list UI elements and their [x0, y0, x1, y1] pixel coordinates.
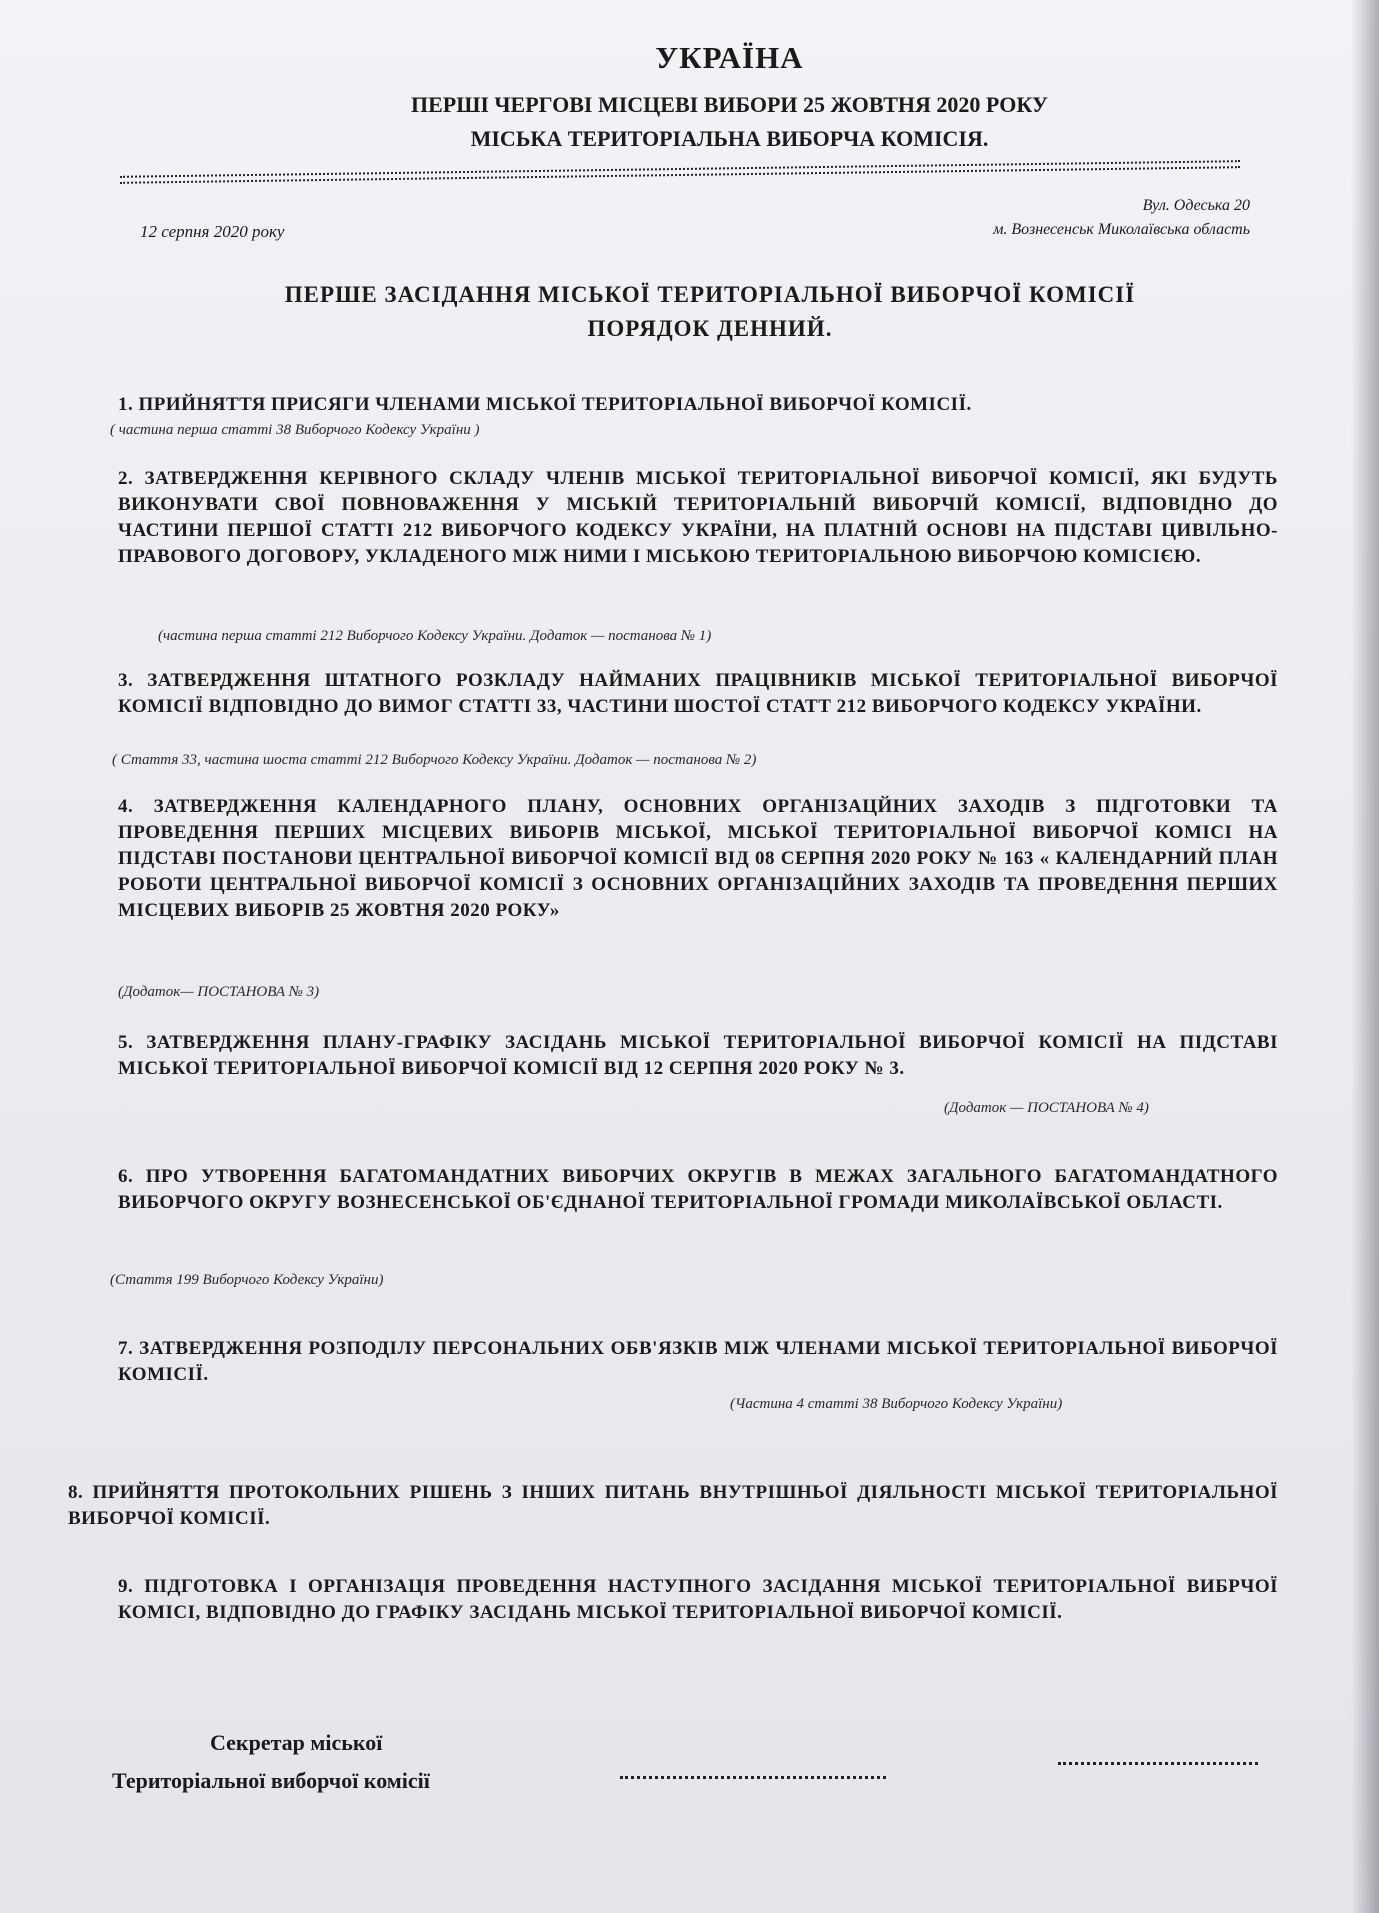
agenda-item-2: 2. ЗАТВЕРДЖЕННЯ КЕРІВНОГО СКЛАДУ ЧЛЕНІВ МІСЬКОЇ ТЕРИТОРІАЛЬНОЇ ВИБОРЧОЇ КОМІСІЇ, ЯКІ БУДУТЬ ВИКОНУВАТИ СВОЇ ПОВНОВАЖЕННЯ У МІСЬКІЙ ТЕРИТОРІАЛЬНІЙ ВИБОРЧІЙ КОМІСІЇ, ВІДПОВІДНО ДО ЧАСТИНИ ПЕРШОЇ СТАТТІ 212 ВИБОРЧОГО КОДЕКСУ УКРАЇНИ, НА ПЛАТНІЙ ОСНОВІ НА ПІДСТАВІ ЦИВІЛЬНО-ПРАВОВОГО ДОГОВОРУ, УКЛАДЕНОГО МІЖ НИМИ І МІСЬКОЮ ТЕРИТОРІАЛЬНОЮ ВИБОРЧОЮ КОМІСІЄЮ. — [118, 468, 1278, 567]
document-title: ПЕРШЕ ЗАСІДАННЯ МІСЬКОЇ ТЕРИТОРІАЛЬНОЇ ВИБОРЧОЇ КОМІСІЇ — [284, 282, 1136, 307]
agenda-item-7-ref: (Частина 4 статті 38 Виборчого Кодексу України) — [730, 1396, 1063, 1412]
agenda-item-9: 9. ПІДГОТОВКА І ОРГАНІЗАЦІЯ ПРОВЕДЕННЯ НАСТУПНОГО ЗАСІДАННЯ МІСЬКОЇ ТЕРИТОРІАЛЬНОЇ ВИБРЧОЇ КОМІСІ, ВІДПОВІДНО ДО ГРАФІКУ ЗАСІДАНЬ МІСЬКОЇ ТЕРИТОРІАЛЬНОЇ ВИБОРЧОЇ КОМІСІЇ. — [118, 1576, 1278, 1623]
address-street: Вул. Одеська 20 — [1142, 197, 1250, 214]
photo-edge-shadow — [1351, 0, 1379, 1913]
header-country: УКРАЇНА — [655, 40, 804, 75]
address-city: м. Вознесенськ Миколаївська область — [993, 221, 1250, 238]
agenda-item-7: 7. ЗАТВЕРДЖЕННЯ РОЗПОДІЛУ ПЕРСОНАЛЬНИХ ОБВ'ЯЗКІВ МІЖ ЧЛЕНАМИ МІСЬКОЇ ТЕРИТОРІАЛЬНОЇ ВИБОРЧОЇ КОМІСІЇ. — [118, 1338, 1278, 1385]
header-divider — [120, 160, 1240, 184]
document-date: 12 серпня 2020 року — [140, 222, 285, 241]
agenda-item-6-ref: (Стаття 199 Виборчого Кодексу України) — [110, 1272, 384, 1288]
agenda-item-4-ref: (Додаток— ПОСТАНОВА № 3) — [118, 984, 320, 1000]
header-commission: МІСЬКА ТЕРИТОРІАЛЬНА ВИБОРЧА КОМІСІЯ. — [470, 126, 989, 151]
signature-line — [620, 1774, 886, 1779]
agenda-item-8: 8. ПРИЙНЯТТЯ ПРОТОКОЛЬНИХ РІШЕНЬ З ІНШИХ ПИТАНЬ ВНУТРІШНЬОЇ ДІЯЛЬНОСТІ МІСЬКОЇ ТЕРИТОРІАЛЬНОЇ ВИБОРЧОЇ КОМІСІЇ. — [68, 1482, 1278, 1529]
agenda-item-4: 4. ЗАТВЕРДЖЕННЯ КАЛЕНДАРНОГО ПЛАНУ, ОСНОВНИХ ОРГАНІЗАЦЙНИХ ЗАХОДІВ З ПІДГОТОВКИ ТА ПРОВЕДЕННЯ ПЕРШИХ МІСЦЕВИХ ВИБОРІВ МІСЬКОЇ, МІСЬКОЇ ТЕРИТОРІАЛЬНОЇ ВИБОРЧОЇ КОМІСІ НА ПІДСТАВІ ПОСТАНОВИ ЦЕНТРАЛЬНОЇ ВИБОРЧОЇ КОМІСІЇ ВІД 08 СЕРПНЯ 2020 РОКУ № 163 « КАЛЕНДАРНИЙ ПЛАН РОБОТИ ЦЕНТРАЛЬНОЇ ВИБОРЧОЇ КОМІСІЇ З ОСНОВНИХ ОРГАНІЗАЦІЙНИХ ЗАХОДІВ ТА ПРОВЕДЕННЯ ПЕРШИХ МІСЦЕВИХ ВИБОРІВ 25 ЖОВТНЯ 2020 РОКУ» — [118, 796, 1278, 921]
agenda-item-3-ref: ( Стаття 33, частина шоста статті 212 Виборчого Кодексу України. Додаток — постанова № 2) — [112, 752, 757, 768]
document-address — [840, 194, 1250, 242]
signature-title-line2: Територіальної виборчої комісії — [112, 1768, 430, 1793]
agenda-item-5-ref: (Додаток — ПОСТАНОВА № 4) — [944, 1100, 1149, 1116]
agenda-item-2-ref: (частина перша статті 212 Виборчого Кодексу України. Додаток — постанова № 1) — [158, 628, 712, 644]
header-election: ПЕРШІ ЧЕРГОВІ МІСЦЕВІ ВИБОРИ 25 ЖОВТНЯ 2020 РОКУ — [410, 92, 1049, 117]
agenda-item-3: 3. ЗАТВЕРДЖЕННЯ ШТАТНОГО РОЗКЛАДУ НАЙМАНИХ ПРАЦІВНИКІВ МІСЬКОЇ ТЕРИТОРІАЛЬНОЇ ВИБОРЧОЇ КОМІСІЇ ВІДПОВІДНО ДО ВИМОГ СТАТТІ 33, ЧАСТИНИ ШОСТОЇ СТАТТ 212 ВИБОРЧОГО КОДЕКСУ УКРАЇНИ. — [118, 670, 1278, 717]
agenda-item-6: 6. ПРО УТВОРЕННЯ БАГАТОМАНДАТНИХ ВИБОРЧИХ ОКРУГІВ В МЕЖАХ ЗАГАЛЬНОГО БАГАТОМАНДАТНОГО ВИБОРЧОГО ОКРУГУ ВОЗНЕСЕНСЬКОЇ ОБ'ЄДНАНОЇ ТЕРИТОРІАЛЬНОЇ ГРОМАДИ МИКОЛАЇВСЬКОЇ ОБЛАСТІ. — [118, 1166, 1278, 1213]
signature-title-line1: Секретар міської — [210, 1730, 383, 1755]
agenda-item-5: 5. ЗАТВЕРДЖЕННЯ ПЛАНУ-ГРАФІКУ ЗАСІДАНЬ МІСЬКОЇ ТЕРИТОРІАЛЬНОЇ ВИБОРЧОЇ КОМІСІЇ НА ПІДСТАВІ МІСЬКОЇ ТЕРИТОРІАЛЬНОЇ ВИБОРЧОЇ КОМІСІЇ ВІД 12 СЕРПНЯ 2020 РОКУ № 3. — [118, 1032, 1278, 1079]
name-line — [1058, 1760, 1258, 1765]
agenda-item-1: 1. ПРИЙНЯТТЯ ПРИСЯГИ ЧЛЕНАМИ МІСЬКОЇ ТЕРИТОРІАЛЬНОЇ ВИБОРЧОЇ КОМІСІЇ. — [118, 394, 972, 415]
agenda-item-1-ref: ( частина перша статті 38 Виборчого Кодексу України ) — [110, 422, 480, 438]
document-subtitle: ПОРЯДОК ДЕННИЙ. — [587, 316, 833, 341]
